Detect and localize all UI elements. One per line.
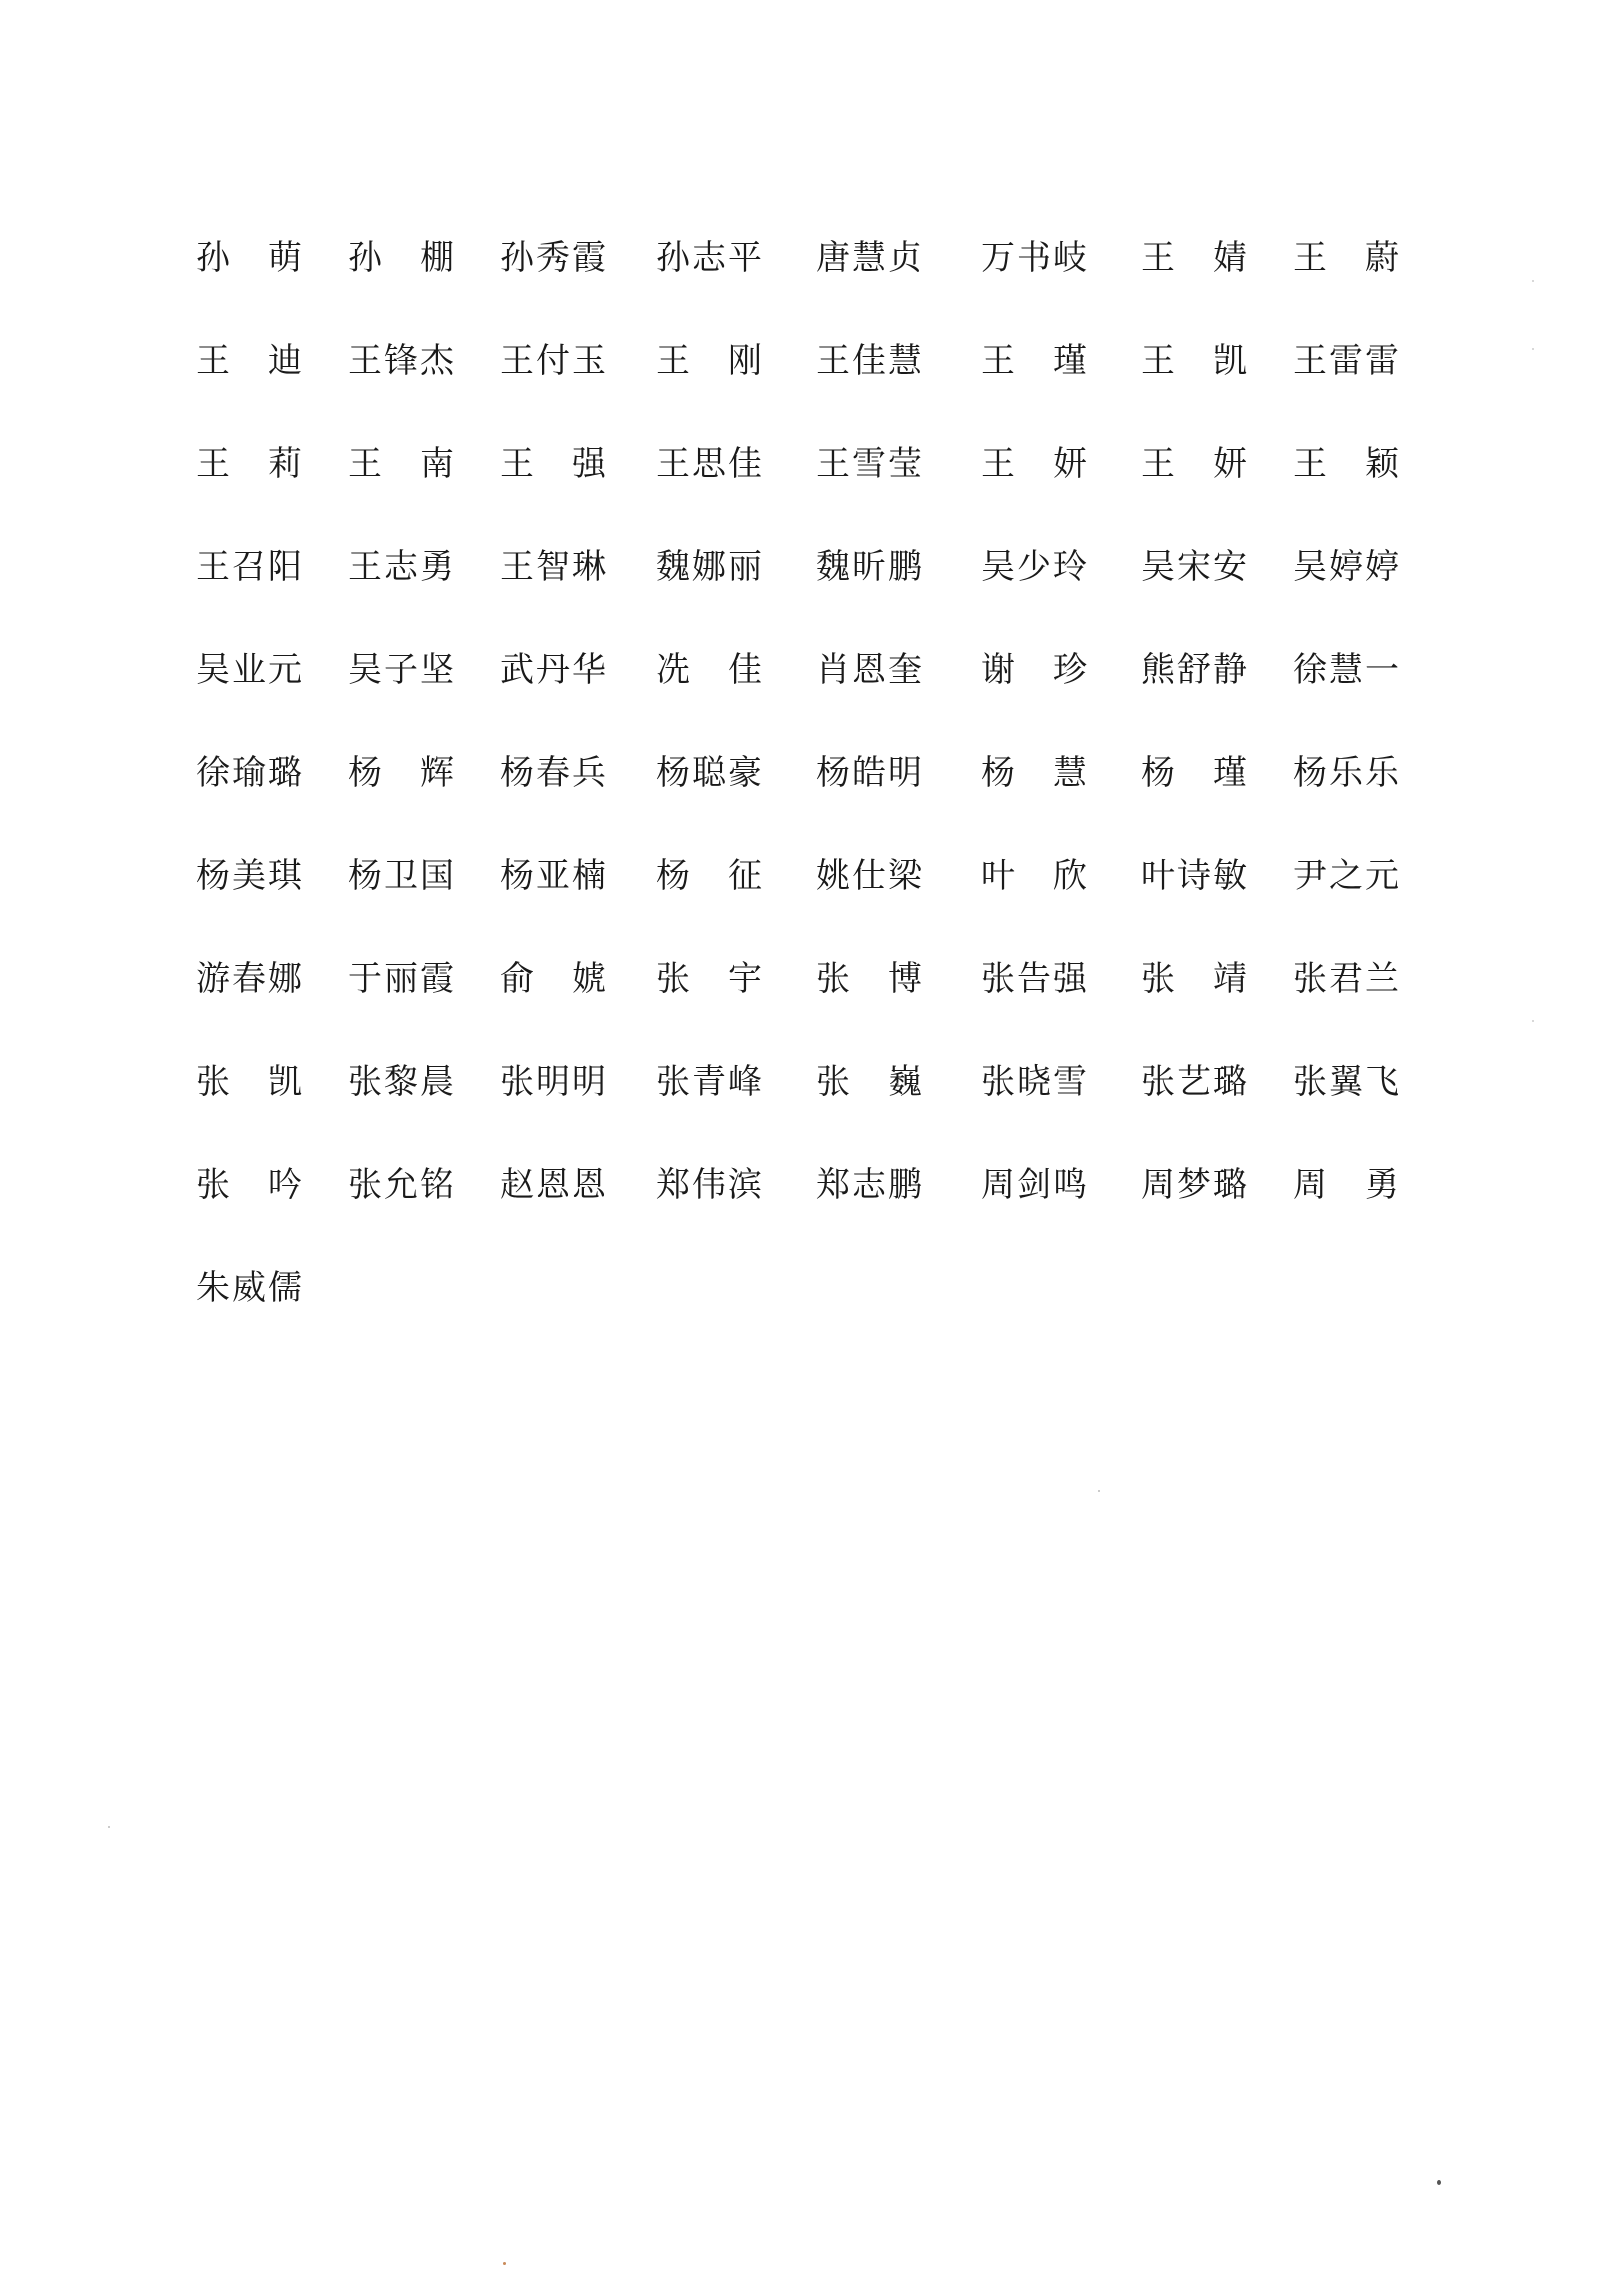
name-entry: 游春娜 [196,958,304,999]
name-entry: 叶 欣 [981,855,1089,896]
name-entry: 王志勇 [348,546,456,587]
name-entry: 张 巍 [816,1061,924,1102]
name-entry: 杨美琪 [196,855,304,896]
name-entry: 王 妍 [1141,443,1249,484]
name-entry: 杨春兵 [500,752,608,793]
name-entry: 肖恩奎 [816,649,924,690]
name-entry: 冼 佳 [656,649,764,690]
name-entry: 郑伟滨 [656,1164,764,1205]
name-entry: 王 瑾 [981,340,1089,381]
name-entry: 张允铭 [348,1164,456,1205]
name-entry: 于丽霞 [348,958,456,999]
name-entry: 王雪莹 [816,443,924,484]
name-entry: 杨 慧 [981,752,1089,793]
name-entry: 王佳慧 [816,340,924,381]
name-row [196,206,1416,309]
name-entry: 张青峰 [656,1061,764,1102]
name-entry: 杨 辉 [348,752,456,793]
name-row [196,515,1416,618]
name-row [196,721,1416,824]
scan-speck [1532,348,1534,350]
name-entry: 赵恩恩 [500,1164,608,1205]
name-row [196,412,1416,515]
name-row [196,1030,1416,1133]
name-entry: 魏娜丽 [656,546,764,587]
name-entry: 徐瑜璐 [196,752,304,793]
name-entry: 王 妍 [981,443,1089,484]
name-entry: 杨聪豪 [656,752,764,793]
name-entry: 王 强 [500,443,608,484]
name-entry: 孙 萌 [196,237,304,278]
name-entry: 周剑鸣 [981,1164,1089,1205]
name-entry: 谢 珍 [981,649,1089,690]
name-entry: 张黎晨 [348,1061,456,1102]
name-entry: 张 宇 [656,958,764,999]
name-entry: 王雷雷 [1293,340,1401,381]
name-entry: 熊舒静 [1141,649,1249,690]
scan-speck [1437,2180,1441,2185]
name-entry: 王思佳 [656,443,764,484]
name-entry: 叶诗敏 [1141,855,1249,896]
name-entry: 魏昕鹏 [816,546,924,587]
name-entry: 尹之元 [1293,855,1401,896]
name-entry: 朱威儒 [196,1267,304,1308]
name-entry: 周 勇 [1293,1164,1401,1205]
name-row [196,824,1416,927]
name-list [196,206,1416,1339]
name-entry: 张艺璐 [1141,1061,1249,1102]
name-entry: 唐慧贞 [816,237,924,278]
name-row [196,309,1416,412]
name-entry: 孙志平 [656,237,764,278]
name-entry: 吴子坚 [348,649,456,690]
scan-speck [1098,1490,1100,1492]
name-entry: 张翼飞 [1293,1061,1401,1102]
name-entry: 徐慧一 [1293,649,1401,690]
name-entry: 吴宋安 [1141,546,1249,587]
name-entry: 王锋杰 [348,340,456,381]
name-entry: 杨 征 [656,855,764,896]
name-entry: 孙秀霞 [500,237,608,278]
name-entry: 武丹华 [500,649,608,690]
name-row [196,1236,1416,1339]
name-entry: 万书岐 [981,237,1089,278]
name-entry: 王 蔚 [1293,237,1401,278]
name-entry: 杨乐乐 [1293,752,1401,793]
name-entry: 王 凯 [1141,340,1249,381]
scan-speck [108,1826,110,1828]
name-row [196,927,1416,1030]
name-entry: 姚仕梁 [816,855,924,896]
name-entry: 杨 瑾 [1141,752,1249,793]
name-entry: 吴少玲 [981,546,1089,587]
name-entry: 周梦璐 [1141,1164,1249,1205]
name-row [196,1133,1416,1236]
name-entry: 张 凯 [196,1061,304,1102]
name-entry: 王 南 [348,443,456,484]
name-entry: 王 婧 [1141,237,1249,278]
name-entry: 孙 棚 [348,237,456,278]
name-entry: 郑志鹏 [816,1164,924,1205]
name-entry: 张晓雪 [981,1061,1089,1102]
name-entry: 张告强 [981,958,1089,999]
name-entry: 王智琳 [500,546,608,587]
name-entry: 王召阳 [196,546,304,587]
name-entry: 杨卫国 [348,855,456,896]
name-entry: 杨亚楠 [500,855,608,896]
scan-speck [503,2262,506,2265]
name-entry: 张 吟 [196,1164,304,1205]
scan-speck [1532,280,1534,282]
name-entry: 张 博 [816,958,924,999]
name-entry: 吴业元 [196,649,304,690]
name-entry: 王 颖 [1293,443,1401,484]
name-entry: 张明明 [500,1061,608,1102]
name-entry: 俞 婋 [500,958,608,999]
name-entry: 张 靖 [1141,958,1249,999]
name-entry: 王付玉 [500,340,608,381]
name-entry: 吴婷婷 [1293,546,1401,587]
name-entry: 王 莉 [196,443,304,484]
name-entry: 杨皓明 [816,752,924,793]
name-row [196,618,1416,721]
name-entry: 张君兰 [1293,958,1401,999]
name-entry: 王 刚 [656,340,764,381]
name-entry: 王 迪 [196,340,304,381]
scan-speck [1532,1020,1534,1022]
